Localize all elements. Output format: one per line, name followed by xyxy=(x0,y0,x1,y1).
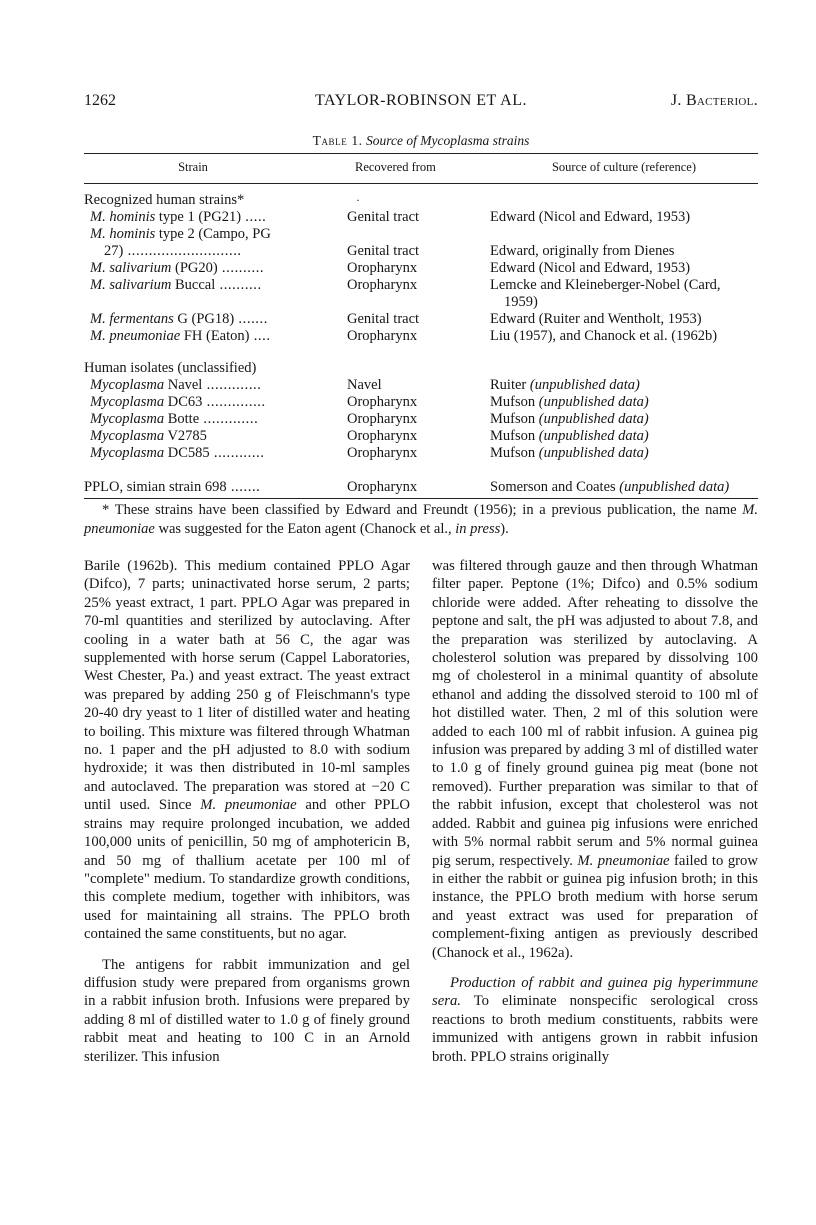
paragraph: The antigens for rabbit immunization and gel diffusion study were prepared from organisms grown in a rabbit infusion broth. Infusions were prepared by adding 8 ml of distilled water to 1.0 g of finely ground rabbit meat and heating to 100 C in an Arnold sterilizer. This infusion xyxy=(84,956,410,1065)
table-label: Table 1. xyxy=(312,133,363,148)
column-header-source: Source of culture (reference) xyxy=(551,160,696,174)
column-header-recovered-from: Recovered from xyxy=(355,160,436,174)
paragraph: Production of rabbit and guinea pig hyperimmune sera. To eliminate nonspecific serological cross reactions to broth medium constituents, rabbits were immunized with antigens grown in rabbit infusion broth. PPLO strains originally xyxy=(432,974,758,1065)
table-top-rule xyxy=(84,153,758,154)
running-head-authors: TAYLOR-ROBINSON ET AL. xyxy=(315,92,527,109)
table-footnote: * These strains have been classified by Edward and Freundt (1956); in a previous publication, the name M. pneumoniae was suggested for the Eaton agent (Chanock et al., in press). xyxy=(84,502,758,537)
body-column-left xyxy=(84,557,410,1066)
body-column-right xyxy=(432,557,758,1066)
table-title xyxy=(84,133,758,149)
table-caption: Source of Mycoplasma strains xyxy=(366,133,530,148)
table-dot-mark: · xyxy=(356,193,360,207)
running-head-journal: J. Bacteriol. xyxy=(670,92,758,109)
paragraph: was filtered through gauze and then through Whatman filter paper. Peptone (1%; Difco) and 0.5% sodium chloride were added. After reheating to dissolve the peptone and salt, the pH was adjusted to about 7.8, and the preparation was sterilized by autoclaving. A cholesterol solution was prepared by dissolving 100 mg of cholesterol in a minimal quantity of absolute ethanol and adding the dissolved steroid to 100 ml of hot distilled water. Then, 2 ml of this solution were added to each 100 ml of rabbit infusion. A guinea pig infusion was prepared by adding 3 ml of distilled water to 1.0 g of finely ground guinea pig meat (bone not removed). Further preparation was similar to that of the rabbit infusion, except that cholesterol was not added. Rabbit and guinea pig infusions were enriched with 5% normal rabbit serum and 5% normal guinea pig serum, respectively. M. pneumoniae failed to grow in either the rabbit or guinea pig infusion broth; in this instance, the PPLO broth medium with horse serum and yeast extract was used for preparation of complement-fixing antigen as previously described (Chanock et al., 1962a). xyxy=(432,558,759,961)
section-heading: Production of rabbit and guinea pig hyperimmune sera. xyxy=(432,974,758,1010)
journal-page: 1262 TAYLOR-ROBINSON ET AL. J. Bacteriol. Table 1. Source of Mycoplasma strains Strain Recovered from Source of culture (reference) · Recognized human strains* M. hominis type 1 (PG21) ..... Genital tract Edward (Nicol and Edward, 1953) M. hominis type 2 (Campo, PG 27) ........................... Genital tract Edward, originally from Dienes M. salivarium (PG20) .......... Oropharynx Edward (Nicol and Edward, 1953) M. salivarium Buccal .......... Oropharynx Lemcke and Kleineberger-Nobel (Card, 1959) M. fermentans G (PG18) ....... Genital tract Edward (Ruiter and Wentholt, 1953) M. pneumoniae FH (Eaton) .... Oropharynx Liu (1957), and Chanock et al. (1962b) Human isolates (unclassified) Mycoplasma Navel ............. Navel Ruiter (unpublished data) Mycoplasma DC63 .............. Oropharynx Mufson (unpublished data) Mycoplasma Botte ............. Oropharynx Mufson (unpublished data) Mycoplasma V2785 Oropharynx Mufson (unpublished data) Mycoplasma DC585 ............ Oropharynx Mufson (unpublished data) PPLO, simian strain 698 ....... Oropharynx Somerson and Coates (unpublished data) * These strains have been classified by Edward and Freundt (1956); in a previous publication, the name M. pneumoniae was suggested for the Eaton agent (Chanock et al., in press). Barile (1962b). This medium contained PPLO Agar (Difco), 7 parts; uninactivated horse serum, 2 parts; 25% yeast extract, 1 part. PPLO Agar was prepared in 70-ml quantities and sterilized by autoclaving. After cooling in a water bath at 56 C, the agar was supplemented with horse serum (Cappel Laboratories, West Chester, Pa.) and yeast extract. The yeast extract was prepared by adding 250 g of Fleischmann's type 20-40 dry yeast to 1 liter of distilled water and heating to boiling. This mixture was filtered through Whatman no. 1 paper and the pH adjusted to 8.0 with sodium hydroxide; it was then distributed in 10-ml samples and autoclaved. The preparation was stored at −20 C until used. Since M. pneumoniae and other PPLO strains may require prolonged incubation, we added 100,000 units of penicillin, 50 mg of amphotericin B, and 50 mg of thallium acetate per 100 ml of "complete" medium. To standardize growth conditions, this complete medium, together with inhibitors, was used for maintaining all strains. The PPLO broth contained the same constituents, but no agar. The antigens for rabbit immunization and gel diffusion study were prepared from organisms grown in a rabbit infusion broth. Infusions were prepared by adding 8 ml of distilled water to 1.0 g of finely ground rabbit meat and heating to 100 C in an Arnold sterilizer. This infusion was filtered through gauze and then through Whatman filter paper. Peptone (1%; Difco) and 0.5% sodium chloride were added. After reheating to dissolve the peptone and salt, the pH was adjusted to about 7.8, and the preparation was sterilized by autoclaving. A cholesterol solution was prepared by dissolving 100 mg of cholesterol in a minimal quantity of absolute ethanol and adding the dissolved steroid to 100 ml of hot distilled water. Then, 2 ml of this solution were added to each 100 ml of rabbit infusion. A guinea pig infusion was prepared by adding 3 ml of distilled water to 1.0 g of finely ground guinea pig meat (bone not removed). Further preparation was similar to that of the rabbit infusion, except that cholesterol was not added. Rabbit and guinea pig infusions were enriched with 5% normal rabbit serum and 5% normal guinea pig serum, respectively. M. pneumoniae failed to grow in either the rabbit or guinea pig infusion broth; in this instance, the PPLO broth medium with horse serum and yeast extract was used for preparation of complement-fixing antigen as previously described (Chanock et al., 1962a). Production of rabbit and guinea pig hyperimmune sera. To eliminate nonspecific serological cross reactions to broth medium constituents, rabbits were immunized with antigens grown in rabbit infusion broth. PPLO strains originally xyxy=(84,92,759,1065)
column-header-strain: Strain xyxy=(178,160,208,174)
running-head xyxy=(84,92,758,114)
table-bottom-rule xyxy=(84,498,758,499)
table-header-rule xyxy=(84,183,758,184)
paragraph: Barile (1962b). This medium contained PPLO Agar (Difco), 7 parts; uninactivated horse serum, 2 parts; 25% yeast extract, 1 part. PPLO Agar was prepared in 70-ml quantities and sterilized by autoclaving. After cooling in a water bath at 56 C, the agar was supplemented with horse serum (Cappel Laboratories, West Chester, Pa.) and yeast extract. The yeast extract was prepared by adding 250 g of Fleischmann's type 20-40 dry yeast to 1 liter of distilled water and heating to boiling. This mixture was filtered through Whatman no. 1 paper and the pH adjusted to 8.0 with sodium hydroxide; it was then distributed in 10-ml samples and autoclaved. The preparation was stored at −20 C until used. Since M. pneumoniae and other PPLO strains may require prolonged incubation, we added 100,000 units of penicillin, 50 mg of amphotericin B, and 50 mg of thallium acetate per 100 ml of "complete" medium. To standardize growth conditions, this complete medium, together with inhibitors, was used for maintaining all strains. The PPLO broth contained the same constituents, but no agar. xyxy=(84,558,410,943)
page-number: 1262 xyxy=(84,92,116,109)
